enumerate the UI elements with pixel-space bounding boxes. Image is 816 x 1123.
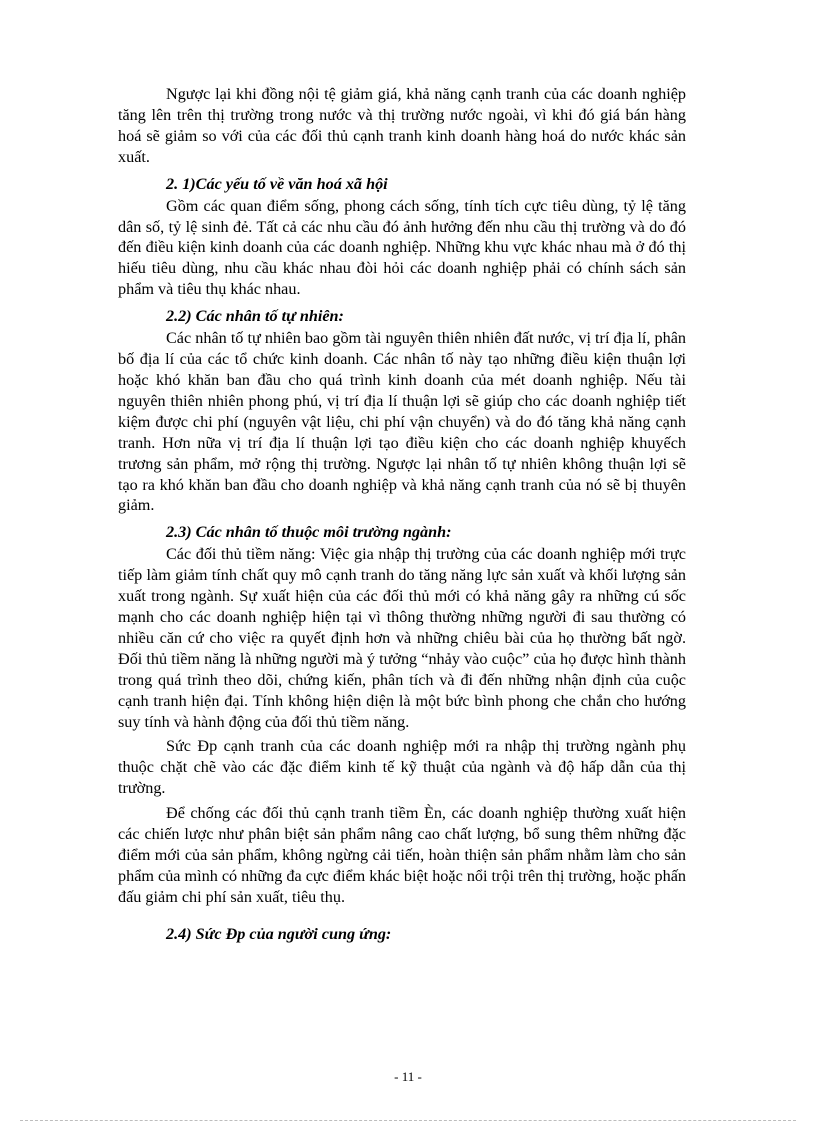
page-bottom-divider — [20, 1120, 796, 1121]
paragraph-natural-factors: Các nhân tố tự nhiên bao gồm tài nguyên thiên nhiên đất nước, vị trí địa lí, phân bố địa lí của các tổ chức kinh doanh. Các nhân tố này tạo những điều kiện thuận lợi hoặc khó khăn ban đầu cho quá trình kinh doanh của mét doanh nghiệp. Nếu tài nguyên thiên nhiên phong phú, vị trí địa lí thuận lợi sẽ giúp cho các doanh nghiệp tiết kiệm được chi phí (nguyên vật liệu, chi phí vận chuyển) và do đó tăng khả năng cạnh tranh. Hơn nữa vị trí địa lí thuận lợi tạo điều kiện cho các doanh nghiệp khuyếch trương sản phẩm, mở rộng thị trường. Ngược lại nhân tố tự nhiên không thuận lợi sẽ tạo ra khó khăn ban đầu cho doanh nghiệp và khả năng cạnh tranh của nó sẽ bị thuyên giảm. — [118, 329, 686, 515]
page-number: - 11 - — [394, 1069, 422, 1084]
heading-natural-factors: 2.2) Các nhân tố tự nhiên: — [166, 307, 344, 326]
heading-industry-environment: 2.3) Các nhân tố thuộc môi trường ngành: — [166, 523, 452, 542]
paragraph-potential-competitors: Các đối thủ tiềm năng: Việc gia nhập thị trường của các doanh nghiệp mới trực tiếp làm giảm tính chất quy mô cạnh tranh do tăng năng lực sản xuất và khối lượng sản xuất trong ngành. Sự xuất hiện của các đối thủ mới có khả năng gây ra những cú sốc mạnh cho các doanh nghiệp hiện tại vì thông thường những người đi sau thường có nhiều căn cứ cho việc ra quyết định hơn và những chiêu bài của họ thường bất ngờ. Đối thủ tiềm năng là những người mà ý tưởng “nhảy vào cuộc” của họ được hình thành trong quá trình theo dõi, chứng kiến, phân tích và đi đến những nhận định của cuộc cạnh tranh hiện đại. Tính không hiện diện là một bức bình phong che chắn cho hướng suy tính và hành động của đối thủ tiềm năng. — [118, 545, 686, 731]
paragraph-counter-strategies: Để chống các đối thủ cạnh tranh tiềm Èn, các doanh nghiệp thường xuất hiện các chiến lược như phân biệt sản phẩm nâng cao chất lượng, bổ sung thêm những đặc điểm mới của sản phẩm, không ngừng cải tiến, hoàn thiện sản phẩm nhằm làm cho sản phẩm của mình có những đa cực điểm khác biệt hoặc nổi trội trên thị trường, hoặc phấn đấu giảm chi phí sản xuất, tiêu thụ. — [118, 804, 687, 906]
heading-supplier-pressure: 2.4) Sức Đp của người cung ứng: — [166, 924, 392, 943]
heading-culture-society: 2. 1)Các yếu tố về văn hoá xã hội — [166, 174, 388, 193]
paragraph-culture-society: Gồm các quan điểm sống, phong cách sống, tính tích cực tiêu dùng, tỷ lệ tăng dân số, tỷ lệ sinh đẻ. Tất cả các nhu cầu đó ảnh hưởng đến nhu cầu thị trường và do đó đến điều kiện kinh doanh của các doanh nghiệp. Những khu vực khác nhau mà ở đó thị hiếu tiêu dùng, nhu cầu khác nhau đòi hỏi các doanh nghiệp phải có chính sách sản phẩm và tiêu thụ khác nhau. — [118, 196, 686, 299]
paragraph-exchange-rate: Ngược lại khi đồng nội tệ giảm giá, khả năng cạnh tranh của các doanh nghiệp tăng lên trên thị trường trong nước và thị trường nước ngoài, vì khi đó giá bán hàng hoá sẽ giảm so với của các đối thủ cạnh tranh kinh doanh hàng hoá do nước khác sản xuất. — [118, 85, 686, 166]
paragraph-new-entrant-pressure: Sức Đp cạnh tranh của các doanh nghiệp mới ra nhập thị trường ngành phụ thuộc chặt chẽ vào các đặc điểm kinh tế kỹ thuật của ngành và độ hấp dẫn của thị trường. — [118, 737, 686, 798]
document-body — [118, 84, 686, 946]
